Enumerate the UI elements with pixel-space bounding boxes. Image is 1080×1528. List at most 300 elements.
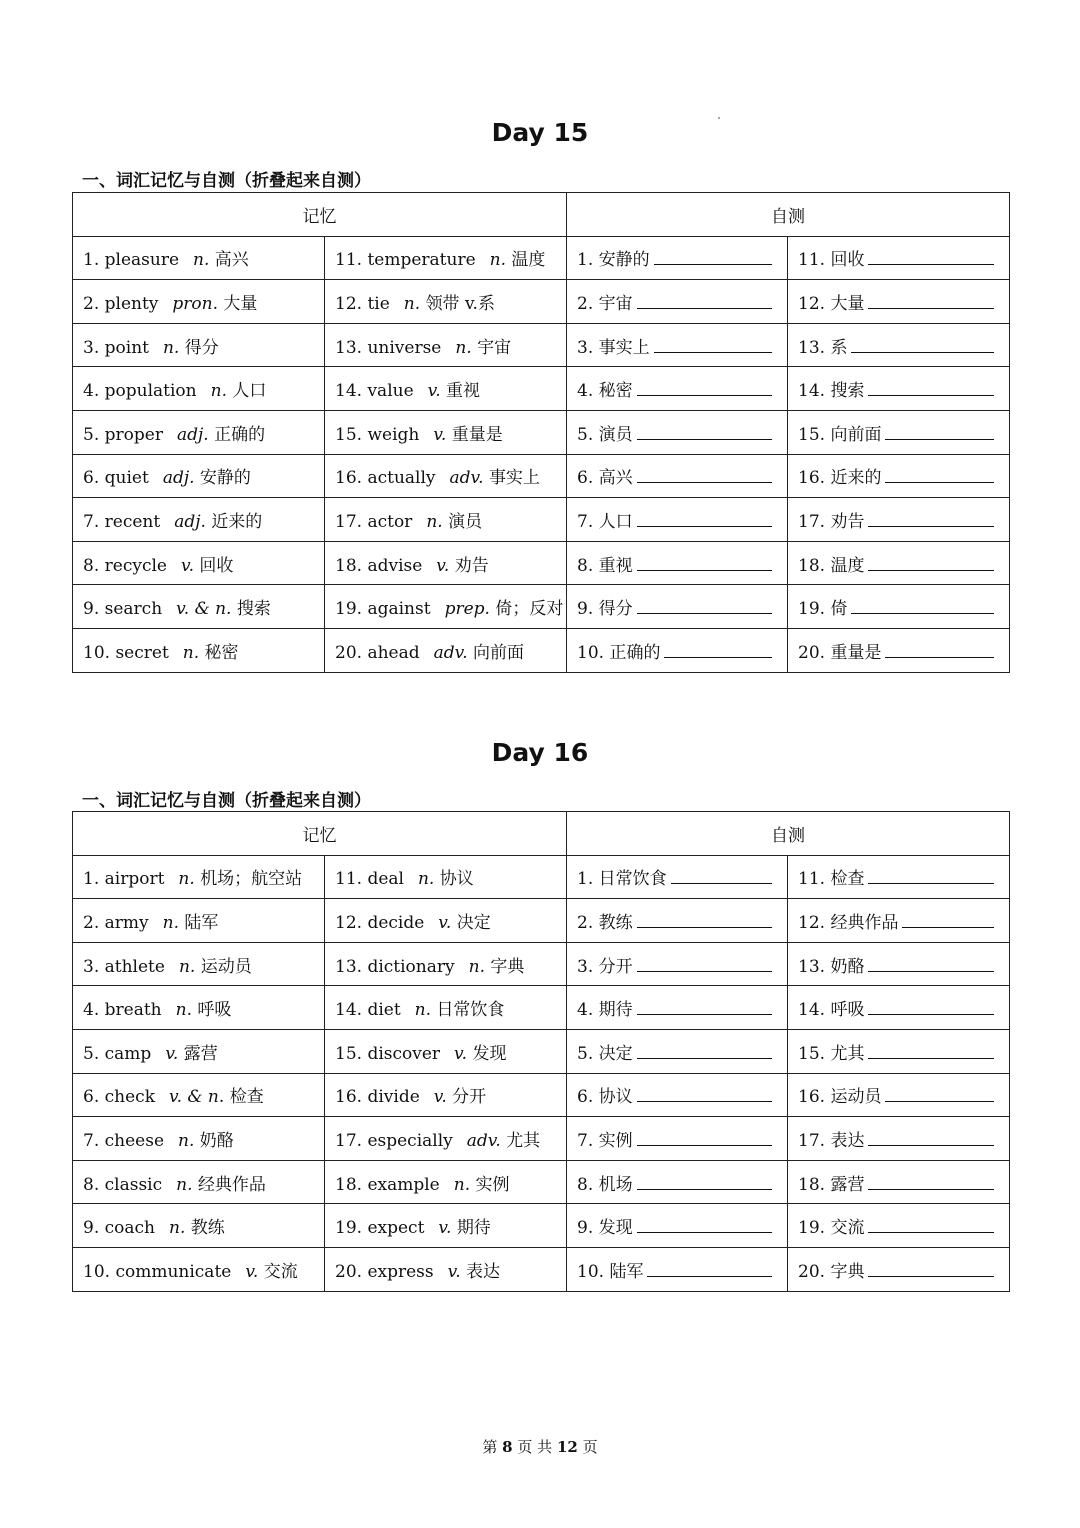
entry-meaning: 倚；反对 xyxy=(495,599,564,620)
entry-number: 4. xyxy=(83,381,100,402)
entry-part-of-speech: n. xyxy=(175,1000,192,1021)
answer-blank[interactable] xyxy=(868,867,994,884)
table-row xyxy=(73,942,1010,986)
entry-part-of-speech: n. xyxy=(455,337,472,358)
entry-meaning: 回收 xyxy=(199,555,234,576)
test-number: 13. xyxy=(798,956,826,977)
answer-blank[interactable] xyxy=(637,554,773,571)
test-entry xyxy=(788,498,1010,542)
test-number: 9. xyxy=(577,599,594,620)
entry-number: 18. xyxy=(335,1174,363,1195)
test-prompt: 奶酪 xyxy=(830,956,865,977)
entry-number: 5. xyxy=(83,1043,100,1064)
entry-part-of-speech: v. xyxy=(438,1218,452,1239)
test-prompt: 系 xyxy=(830,337,848,358)
entry-word: classic xyxy=(104,1174,163,1195)
test-entry xyxy=(788,1204,1010,1248)
test-number: 16. xyxy=(798,1087,826,1108)
entry-number: 4. xyxy=(83,1000,100,1021)
test-entry xyxy=(788,585,1010,629)
entry-part-of-speech: v. xyxy=(180,555,194,576)
entry-word: express xyxy=(367,1261,434,1282)
entry-meaning: 正确的 xyxy=(214,424,266,445)
test-entry xyxy=(788,942,1010,986)
answer-blank[interactable] xyxy=(868,379,994,396)
entry-number: 16. xyxy=(335,468,363,489)
test-entry xyxy=(788,454,1010,498)
test-entry xyxy=(788,280,1010,324)
entry-number: 11. xyxy=(335,250,363,271)
test-number: 4. xyxy=(577,381,594,402)
test-entry xyxy=(567,986,788,1030)
answer-blank[interactable] xyxy=(902,911,994,928)
answer-blank[interactable] xyxy=(637,466,773,483)
entry-number: 14. xyxy=(335,381,363,402)
test-entry xyxy=(567,280,788,324)
table-row xyxy=(73,367,1010,411)
memory-entry xyxy=(325,1029,567,1073)
memory-entry xyxy=(73,942,325,986)
entry-number: 20. xyxy=(335,1261,363,1282)
answer-blank[interactable] xyxy=(885,423,994,440)
entry-number: 12. xyxy=(335,912,363,933)
entry-part-of-speech: adv. xyxy=(433,642,468,663)
entry-number: 16. xyxy=(335,1087,363,1108)
answer-blank[interactable] xyxy=(868,248,994,265)
entry-part-of-speech: n. xyxy=(417,869,435,890)
memory-entry xyxy=(325,280,567,324)
memory-entry xyxy=(325,585,567,629)
entry-part-of-speech: v. xyxy=(447,1261,461,1282)
test-number: 2. xyxy=(577,293,594,314)
memory-entry xyxy=(73,236,325,280)
answer-blank[interactable] xyxy=(851,597,994,614)
entry-word: proper xyxy=(104,424,163,445)
entry-meaning: 人口 xyxy=(232,381,267,402)
entry-word: example xyxy=(367,1174,440,1195)
entry-meaning: 分开 xyxy=(452,1087,487,1108)
entry-meaning: 近来的 xyxy=(211,511,263,532)
entry-meaning: 宇宙 xyxy=(477,337,512,358)
entry-meaning: 实例 xyxy=(475,1174,510,1195)
test-entry xyxy=(567,454,788,498)
memory-entry xyxy=(325,1073,567,1117)
entry-number: 15. xyxy=(335,424,363,445)
answer-blank[interactable] xyxy=(637,1173,773,1190)
answer-blank[interactable] xyxy=(637,510,773,527)
test-entry xyxy=(567,1247,788,1291)
answer-blank[interactable] xyxy=(637,911,773,928)
test-column-header: 自测 xyxy=(567,193,1010,237)
entry-part-of-speech: pron. xyxy=(172,293,219,314)
memory-entry xyxy=(325,942,567,986)
entry-number: 1. xyxy=(83,250,100,271)
entry-meaning: 教练 xyxy=(190,1218,225,1239)
entry-word: recycle xyxy=(104,555,167,576)
entry-meaning: 日常饮食 xyxy=(436,1000,505,1021)
entry-part-of-speech: n. xyxy=(468,956,485,977)
test-entry xyxy=(567,1160,788,1204)
entry-number: 11. xyxy=(335,869,363,890)
test-prompt: 字典 xyxy=(830,1261,865,1282)
memory-entry xyxy=(325,1204,567,1248)
test-prompt: 协议 xyxy=(598,1087,633,1108)
entry-word: plenty xyxy=(104,293,159,314)
test-entry xyxy=(567,1117,788,1161)
footer-total-pages: 12 xyxy=(556,1438,578,1456)
memory-entry xyxy=(73,986,325,1030)
memory-entry xyxy=(73,628,325,672)
answer-blank[interactable] xyxy=(637,292,773,309)
test-number: 3. xyxy=(577,956,594,977)
test-number: 20. xyxy=(798,1261,826,1282)
entry-word: camp xyxy=(104,1043,152,1064)
test-number: 7. xyxy=(577,511,594,532)
test-prompt: 宇宙 xyxy=(598,293,633,314)
entry-part-of-speech: n. xyxy=(403,293,421,314)
test-entry xyxy=(567,628,788,672)
test-prompt: 露营 xyxy=(830,1174,865,1195)
answer-blank[interactable] xyxy=(637,1042,773,1059)
day-title: Day 15 xyxy=(491,118,589,147)
entry-word: weigh xyxy=(367,424,420,445)
entry-meaning: 大量 xyxy=(223,293,258,314)
entry-part-of-speech: n. xyxy=(414,1000,432,1021)
entry-word: cheese xyxy=(104,1130,165,1151)
test-number: 4. xyxy=(577,1000,594,1021)
entry-word: coach xyxy=(104,1218,156,1239)
day-title: Day 16 xyxy=(491,738,589,767)
answer-blank[interactable] xyxy=(868,998,994,1015)
answer-blank[interactable] xyxy=(868,955,994,972)
test-number: 11. xyxy=(798,869,826,890)
table-row xyxy=(73,899,1010,943)
memory-entry xyxy=(73,1029,325,1073)
entry-number: 10. xyxy=(83,642,111,663)
entry-part-of-speech: v. xyxy=(165,1043,179,1064)
entry-word: communicate xyxy=(115,1261,232,1282)
entry-meaning: 检查 xyxy=(229,1087,264,1108)
test-prompt: 正确的 xyxy=(609,642,661,663)
entry-meaning: 交流 xyxy=(263,1261,298,1282)
entry-number: 6. xyxy=(83,1087,100,1108)
test-entry xyxy=(567,367,788,411)
entry-number: 20. xyxy=(335,642,363,663)
answer-blank[interactable] xyxy=(868,1042,994,1059)
test-prompt: 日常饮食 xyxy=(598,869,667,890)
test-entry xyxy=(567,323,788,367)
entry-number: 10. xyxy=(83,1261,111,1282)
test-prompt: 经典作品 xyxy=(830,912,899,933)
entry-word: temperature xyxy=(367,250,476,271)
entry-meaning: 决定 xyxy=(456,912,491,933)
entry-number: 19. xyxy=(335,1218,363,1239)
entry-word: secret xyxy=(115,642,169,663)
entry-word: especially xyxy=(367,1130,453,1151)
entry-meaning: 期待 xyxy=(456,1218,491,1239)
test-prompt: 高兴 xyxy=(598,468,633,489)
test-entry xyxy=(567,855,788,899)
entry-word: universe xyxy=(367,337,442,358)
entry-meaning: 字典 xyxy=(490,956,525,977)
memory-entry xyxy=(325,855,567,899)
entry-number: 18. xyxy=(335,555,363,576)
test-entry xyxy=(567,541,788,585)
memory-entry xyxy=(325,454,567,498)
memory-entry xyxy=(325,1247,567,1291)
entry-part-of-speech: adj. xyxy=(162,468,195,489)
test-entry xyxy=(788,899,1010,943)
entry-word: advise xyxy=(367,555,423,576)
entry-word: decide xyxy=(367,912,425,933)
test-number: 14. xyxy=(798,381,826,402)
test-entry xyxy=(788,1247,1010,1291)
entry-number: 17. xyxy=(335,511,363,532)
answer-blank[interactable] xyxy=(637,379,773,396)
memory-entry xyxy=(73,585,325,629)
table-row xyxy=(73,1029,1010,1073)
answer-blank[interactable] xyxy=(637,955,773,972)
test-prompt: 劝告 xyxy=(830,511,865,532)
answer-blank[interactable] xyxy=(654,336,773,353)
answer-blank[interactable] xyxy=(637,1085,773,1102)
table-row xyxy=(73,498,1010,542)
entry-number: 8. xyxy=(83,555,100,576)
test-number: 18. xyxy=(798,1174,826,1195)
test-prompt: 秘密 xyxy=(598,381,633,402)
test-entry xyxy=(788,1029,1010,1073)
footer-middle: 页 共 xyxy=(517,1438,553,1456)
entry-meaning: 高兴 xyxy=(214,250,249,271)
test-prompt: 演员 xyxy=(598,424,633,445)
test-number: 7. xyxy=(577,1130,594,1151)
entry-part-of-speech: n. xyxy=(162,337,180,358)
test-prompt: 温度 xyxy=(830,555,865,576)
section-heading: 一、词汇记忆与自测（折叠起来自测） xyxy=(82,171,371,191)
test-prompt: 近来的 xyxy=(830,468,882,489)
table-header-row xyxy=(73,193,1010,237)
entry-word: against xyxy=(367,599,431,620)
test-entry xyxy=(567,1073,788,1117)
entry-number: 3. xyxy=(83,956,100,977)
test-number: 9. xyxy=(577,1218,594,1239)
entry-part-of-speech: v. xyxy=(245,1261,259,1282)
test-prompt: 人口 xyxy=(598,511,633,532)
entry-number: 19. xyxy=(335,599,363,620)
entry-part-of-speech: n. xyxy=(176,1174,193,1195)
test-prompt: 尤其 xyxy=(830,1043,865,1064)
entry-part-of-speech: v. xyxy=(427,381,441,402)
table-row xyxy=(73,1117,1010,1161)
table-row xyxy=(73,410,1010,454)
memory-entry xyxy=(73,899,325,943)
answer-blank[interactable] xyxy=(885,1085,994,1102)
memory-entry xyxy=(325,628,567,672)
memory-entry xyxy=(73,454,325,498)
test-prompt: 事实上 xyxy=(598,337,650,358)
entry-meaning: 运动员 xyxy=(200,956,252,977)
answer-blank[interactable] xyxy=(868,1173,994,1190)
entry-meaning: 秘密 xyxy=(204,642,239,663)
test-entry xyxy=(567,585,788,629)
test-entry xyxy=(788,323,1010,367)
entry-word: search xyxy=(104,599,163,620)
test-entry xyxy=(788,367,1010,411)
table-row xyxy=(73,454,1010,498)
test-number: 1. xyxy=(577,250,594,271)
entry-meaning: 机场；航空站 xyxy=(200,869,303,890)
test-number: 10. xyxy=(577,642,605,663)
entry-meaning: 奶酪 xyxy=(199,1130,234,1151)
answer-blank[interactable] xyxy=(851,336,994,353)
entry-number: 2. xyxy=(83,912,100,933)
test-number: 8. xyxy=(577,555,594,576)
page-footer xyxy=(0,1436,1080,1457)
test-number: 6. xyxy=(577,468,594,489)
table-row xyxy=(73,1247,1010,1291)
test-number: 14. xyxy=(798,1000,826,1021)
table-row xyxy=(73,986,1010,1030)
test-prompt: 回收 xyxy=(830,250,865,271)
test-prompt: 倚 xyxy=(830,599,848,620)
answer-blank[interactable] xyxy=(885,466,994,483)
test-prompt: 期待 xyxy=(598,1000,633,1021)
entry-word: discover xyxy=(367,1043,441,1064)
memory-entry xyxy=(73,1117,325,1161)
answer-blank[interactable] xyxy=(654,248,773,265)
answer-blank[interactable] xyxy=(637,597,773,614)
test-number: 12. xyxy=(798,912,826,933)
test-number: 5. xyxy=(577,1043,594,1064)
entry-number: 7. xyxy=(83,511,100,532)
test-prompt: 运动员 xyxy=(830,1087,882,1108)
test-entry xyxy=(788,986,1010,1030)
entry-word: tie xyxy=(367,293,390,314)
footer-page-number: 8 xyxy=(502,1438,513,1456)
test-prompt: 重视 xyxy=(598,555,633,576)
memory-entry xyxy=(73,410,325,454)
memory-entry xyxy=(325,899,567,943)
test-prompt: 实例 xyxy=(598,1130,633,1151)
entry-meaning: 重量是 xyxy=(451,424,503,445)
entry-meaning: 得分 xyxy=(184,337,219,358)
memory-column-header: 记忆 xyxy=(73,812,567,856)
memory-entry xyxy=(73,1160,325,1204)
test-entry xyxy=(788,1073,1010,1117)
footer-prefix: 第 xyxy=(482,1438,498,1456)
answer-blank[interactable] xyxy=(637,423,773,440)
test-number: 18. xyxy=(798,555,826,576)
entry-word: army xyxy=(104,912,149,933)
entry-part-of-speech: v. xyxy=(433,424,447,445)
test-number: 1. xyxy=(577,869,594,890)
entry-part-of-speech: adj. xyxy=(174,511,206,532)
entry-part-of-speech: n. xyxy=(162,912,179,933)
test-entry xyxy=(788,1160,1010,1204)
memory-entry xyxy=(325,541,567,585)
vocab-table xyxy=(72,811,1010,1292)
test-entry xyxy=(567,236,788,280)
memory-entry xyxy=(325,367,567,411)
table-row xyxy=(73,1160,1010,1204)
entry-meaning: 事实上 xyxy=(488,468,540,489)
test-number: 17. xyxy=(798,1130,826,1151)
entry-part-of-speech: v. xyxy=(454,1043,468,1064)
entry-meaning: 演员 xyxy=(448,511,483,532)
test-number: 13. xyxy=(798,337,826,358)
answer-blank[interactable] xyxy=(868,1129,994,1146)
memory-entry xyxy=(325,1117,567,1161)
test-number: 12. xyxy=(798,293,826,314)
entry-word: ahead xyxy=(367,642,420,663)
answer-blank[interactable] xyxy=(671,867,773,884)
answer-blank[interactable] xyxy=(885,641,994,658)
entry-number: 9. xyxy=(83,1218,100,1239)
test-prompt: 决定 xyxy=(598,1043,633,1064)
test-number: 3. xyxy=(577,337,594,358)
answer-blank[interactable] xyxy=(868,1260,994,1277)
test-number: 16. xyxy=(798,468,826,489)
memory-entry xyxy=(73,541,325,585)
entry-word: diet xyxy=(367,1000,401,1021)
table-row xyxy=(73,236,1010,280)
entry-part-of-speech: v. xyxy=(436,555,450,576)
entry-meaning: 搜索 xyxy=(236,599,271,620)
test-number: 2. xyxy=(577,912,594,933)
test-prompt: 机场 xyxy=(598,1174,633,1195)
answer-blank[interactable] xyxy=(664,641,772,658)
test-prompt: 得分 xyxy=(598,599,633,620)
answer-blank[interactable] xyxy=(637,998,773,1015)
answer-blank[interactable] xyxy=(868,292,994,309)
entry-part-of-speech: adv. xyxy=(449,468,484,489)
entry-number: 6. xyxy=(83,468,100,489)
entry-meaning: 向前面 xyxy=(473,642,525,663)
answer-blank[interactable] xyxy=(868,554,994,571)
section-heading: 一、词汇记忆与自测（折叠起来自测） xyxy=(82,791,371,811)
test-number: 17. xyxy=(798,511,826,532)
entry-part-of-speech: n. xyxy=(182,642,200,663)
entry-number: 14. xyxy=(335,1000,363,1021)
memory-entry xyxy=(73,280,325,324)
entry-part-of-speech: v. & n. xyxy=(169,1087,225,1108)
test-prompt: 交流 xyxy=(830,1218,865,1239)
entry-word: quiet xyxy=(104,468,149,489)
table-row xyxy=(73,1073,1010,1117)
memory-entry xyxy=(73,855,325,899)
answer-blank[interactable] xyxy=(868,510,994,527)
test-entry xyxy=(567,899,788,943)
answer-blank[interactable] xyxy=(868,1216,994,1233)
entry-part-of-speech: adj. xyxy=(176,424,209,445)
entry-word: breath xyxy=(104,1000,162,1021)
answer-blank[interactable] xyxy=(637,1216,773,1233)
entry-meaning: 经典作品 xyxy=(197,1174,266,1195)
memory-entry xyxy=(325,498,567,542)
answer-blank[interactable] xyxy=(647,1260,772,1277)
answer-blank[interactable] xyxy=(637,1129,773,1146)
entry-meaning: 劝告 xyxy=(454,555,489,576)
test-number: 19. xyxy=(798,599,826,620)
entry-part-of-speech: v. & n. xyxy=(176,599,232,620)
test-prompt: 安静的 xyxy=(598,250,650,271)
test-prompt: 检查 xyxy=(830,869,865,890)
entry-number: 3. xyxy=(83,337,100,358)
table-row xyxy=(73,280,1010,324)
entry-part-of-speech: prep. xyxy=(444,599,490,620)
entry-word: actually xyxy=(367,468,436,489)
entry-part-of-speech: n. xyxy=(169,1218,186,1239)
